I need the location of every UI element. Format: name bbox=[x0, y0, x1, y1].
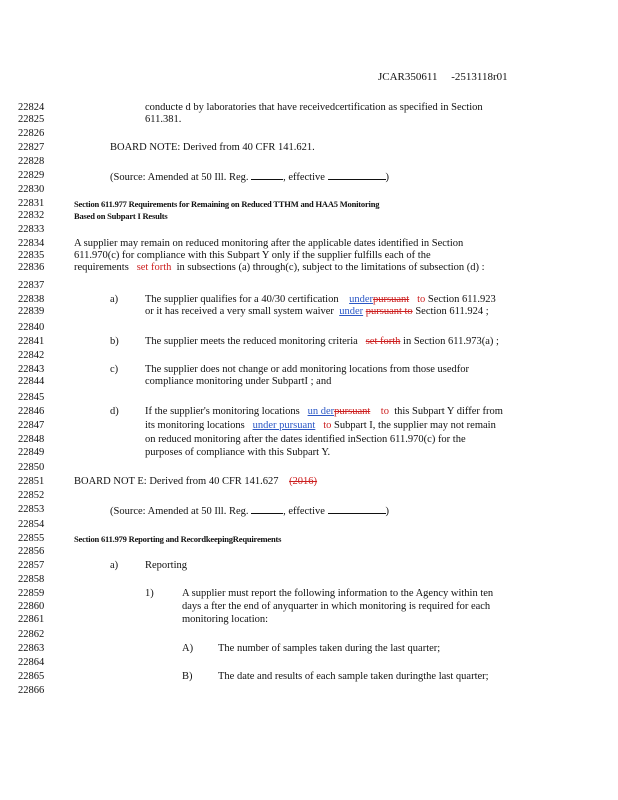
line-number: 22824 bbox=[18, 102, 45, 113]
line-number: 22851 bbox=[18, 476, 45, 487]
source-label: (Source: Amended at 50 Ill. Reg. bbox=[110, 172, 249, 183]
line-number: 22860 bbox=[18, 601, 45, 612]
text-line: purposes of compliance with this Subpart Y. bbox=[145, 447, 331, 458]
subsection-title: Reporting bbox=[145, 560, 187, 571]
line-number: 22856 bbox=[18, 546, 45, 557]
line-number: 22859 bbox=[18, 588, 45, 599]
blank-field bbox=[251, 170, 283, 180]
source-note bbox=[110, 170, 389, 184]
line-number: 22837 bbox=[18, 280, 45, 291]
line-number: 22832 bbox=[18, 210, 45, 221]
line-number: 22828 bbox=[18, 156, 45, 167]
line-number: 22858 bbox=[18, 574, 45, 585]
board-note bbox=[74, 476, 317, 488]
deleted-text: set forth bbox=[365, 336, 401, 347]
blank-field bbox=[328, 170, 386, 180]
page-header bbox=[378, 71, 508, 83]
source-label: (Source: Amended at 50 Ill. Reg. bbox=[110, 506, 249, 517]
list-marker: 1) bbox=[145, 588, 154, 599]
effective-label: , effective bbox=[283, 506, 325, 517]
text-line: 611.970(c) for compliance with this Subpart Y only if the supplier fulfills each of the bbox=[74, 250, 431, 261]
line-number: 22842 bbox=[18, 350, 45, 361]
section-heading: Based on Subpart I Results bbox=[74, 211, 168, 221]
text-span: Subpart I, the supplier may not remain bbox=[334, 420, 496, 431]
list-marker: a) bbox=[110, 560, 119, 571]
list-marker: B) bbox=[182, 671, 193, 682]
section-heading: Section 611.979 Reporting and RecordkeepingRequirements bbox=[74, 534, 282, 544]
close-paren: ) bbox=[385, 172, 390, 183]
close-paren: ) bbox=[385, 506, 390, 517]
text-span: this Subpart Y differ from bbox=[394, 406, 503, 417]
text-line: monitoring location: bbox=[182, 614, 269, 625]
text-line bbox=[145, 306, 489, 318]
deleted-text: pursuant bbox=[334, 406, 371, 417]
text-span: its monitoring locations bbox=[145, 420, 245, 431]
text-line: The number of samples taken during the last quarter; bbox=[218, 643, 441, 654]
text-span: in subsections (a) through(c), subject to the limitations of subsection (d) : bbox=[176, 262, 485, 273]
line-number: 22841 bbox=[18, 336, 45, 347]
line-number: 22850 bbox=[18, 462, 45, 473]
list-marker: c) bbox=[110, 364, 119, 375]
line-number: 22848 bbox=[18, 434, 45, 445]
text-line: 611.381. bbox=[145, 114, 182, 125]
line-number: 22846 bbox=[18, 406, 45, 417]
text-line: on reduced monitoring after the dates identified inSection 611.970(c) for the bbox=[145, 434, 466, 445]
text-span: or it has received a very small system waiver bbox=[145, 306, 334, 317]
deleted-text: to bbox=[323, 420, 332, 431]
line-number: 22827 bbox=[18, 142, 45, 153]
blank-field bbox=[328, 504, 386, 514]
inserted-text: under bbox=[349, 294, 374, 305]
text-line: The supplier does not change or add monitoring locations from those usedfor bbox=[145, 364, 469, 375]
list-marker: b) bbox=[110, 336, 119, 347]
line-number: 22857 bbox=[18, 560, 45, 571]
line-number: 22854 bbox=[18, 519, 45, 530]
deleted-text: to bbox=[417, 294, 426, 305]
line-number: 22863 bbox=[18, 643, 45, 654]
inserted-text: under pursuant bbox=[252, 420, 316, 431]
text-line: A supplier may remain on reduced monitoring after the applicable dates identified in Section bbox=[74, 238, 464, 249]
list-marker: a) bbox=[110, 294, 119, 305]
line-number: 22844 bbox=[18, 376, 45, 387]
line-number: 22839 bbox=[18, 306, 45, 317]
text-span: Section 611.923 bbox=[427, 294, 496, 305]
line-number: 22853 bbox=[18, 504, 45, 515]
deleted-text: to bbox=[380, 406, 389, 417]
text-line bbox=[74, 262, 485, 274]
deleted-text: (2016) bbox=[289, 476, 318, 487]
line-number: 22843 bbox=[18, 364, 45, 375]
doc-id: JCAR350611 bbox=[378, 71, 438, 83]
text-line: conducte d by laboratories that have receivedcertification as specified in Section bbox=[145, 102, 483, 113]
inserted-text: under bbox=[339, 306, 364, 317]
board-note: BOARD NOTE: Derived from 40 CFR 141.621. bbox=[110, 142, 315, 153]
list-marker: A) bbox=[182, 643, 194, 654]
text-line bbox=[145, 420, 496, 432]
text-span: Section 611.924 ; bbox=[415, 306, 489, 317]
line-number: 22847 bbox=[18, 420, 45, 431]
line-number: 22826 bbox=[18, 128, 45, 139]
line-number: 22833 bbox=[18, 224, 45, 235]
line-number: 22840 bbox=[18, 322, 45, 333]
text-span: in Section 611.973(a) ; bbox=[403, 336, 499, 347]
line-number: 22825 bbox=[18, 114, 45, 125]
line-number: 22861 bbox=[18, 614, 45, 625]
text-line: days a fter the end of anyquarter in which monitoring is required for each bbox=[182, 601, 491, 612]
line-number: 22834 bbox=[18, 238, 45, 249]
source-note bbox=[110, 504, 389, 518]
text-span: BOARD NOT E: Derived from 40 CFR 141.627 bbox=[74, 476, 279, 487]
blank-field bbox=[251, 504, 283, 514]
line-number: 22865 bbox=[18, 671, 45, 682]
line-number: 22835 bbox=[18, 250, 45, 261]
line-number: 22852 bbox=[18, 490, 45, 501]
revision: -2513118r01 bbox=[451, 71, 508, 83]
line-number: 22838 bbox=[18, 294, 45, 305]
line-number: 22845 bbox=[18, 392, 45, 403]
text-line bbox=[145, 406, 503, 418]
line-number: 22849 bbox=[18, 447, 45, 458]
line-number: 22830 bbox=[18, 184, 45, 195]
deleted-text: pursuant to bbox=[365, 306, 413, 317]
list-marker: d) bbox=[110, 406, 119, 417]
effective-label: , effective bbox=[283, 172, 325, 183]
line-number: 22864 bbox=[18, 657, 45, 668]
text-span: requirements bbox=[74, 262, 129, 273]
text-line: compliance monitoring under SubpartI ; and bbox=[145, 376, 332, 387]
line-number: 22855 bbox=[18, 533, 45, 544]
text-span: If the supplier's monitoring locations bbox=[145, 406, 300, 417]
line-number: 22829 bbox=[18, 170, 45, 181]
deleted-text: pursuant bbox=[373, 294, 410, 305]
line-number: 22836 bbox=[18, 262, 45, 273]
text-span: The supplier qualifies for a 40/30 certification bbox=[145, 294, 339, 305]
text-line: A supplier must report the following information to the Agency within ten bbox=[182, 588, 494, 599]
deleted-text: set forth bbox=[136, 262, 172, 273]
text-line bbox=[145, 294, 496, 306]
line-number: 22831 bbox=[18, 198, 45, 209]
inserted-text: un der bbox=[307, 406, 335, 417]
text-span: The supplier meets the reduced monitoring criteria bbox=[145, 336, 358, 347]
line-number: 22866 bbox=[18, 685, 45, 696]
line-number: 22862 bbox=[18, 629, 45, 640]
text-line: The date and results of each sample taken duringthe last quarter; bbox=[218, 671, 489, 682]
text-line bbox=[145, 336, 499, 348]
section-heading: Section 611.977 Requirements for Remaining on Reduced TTHM and HAA5 Monitoring bbox=[74, 199, 380, 209]
